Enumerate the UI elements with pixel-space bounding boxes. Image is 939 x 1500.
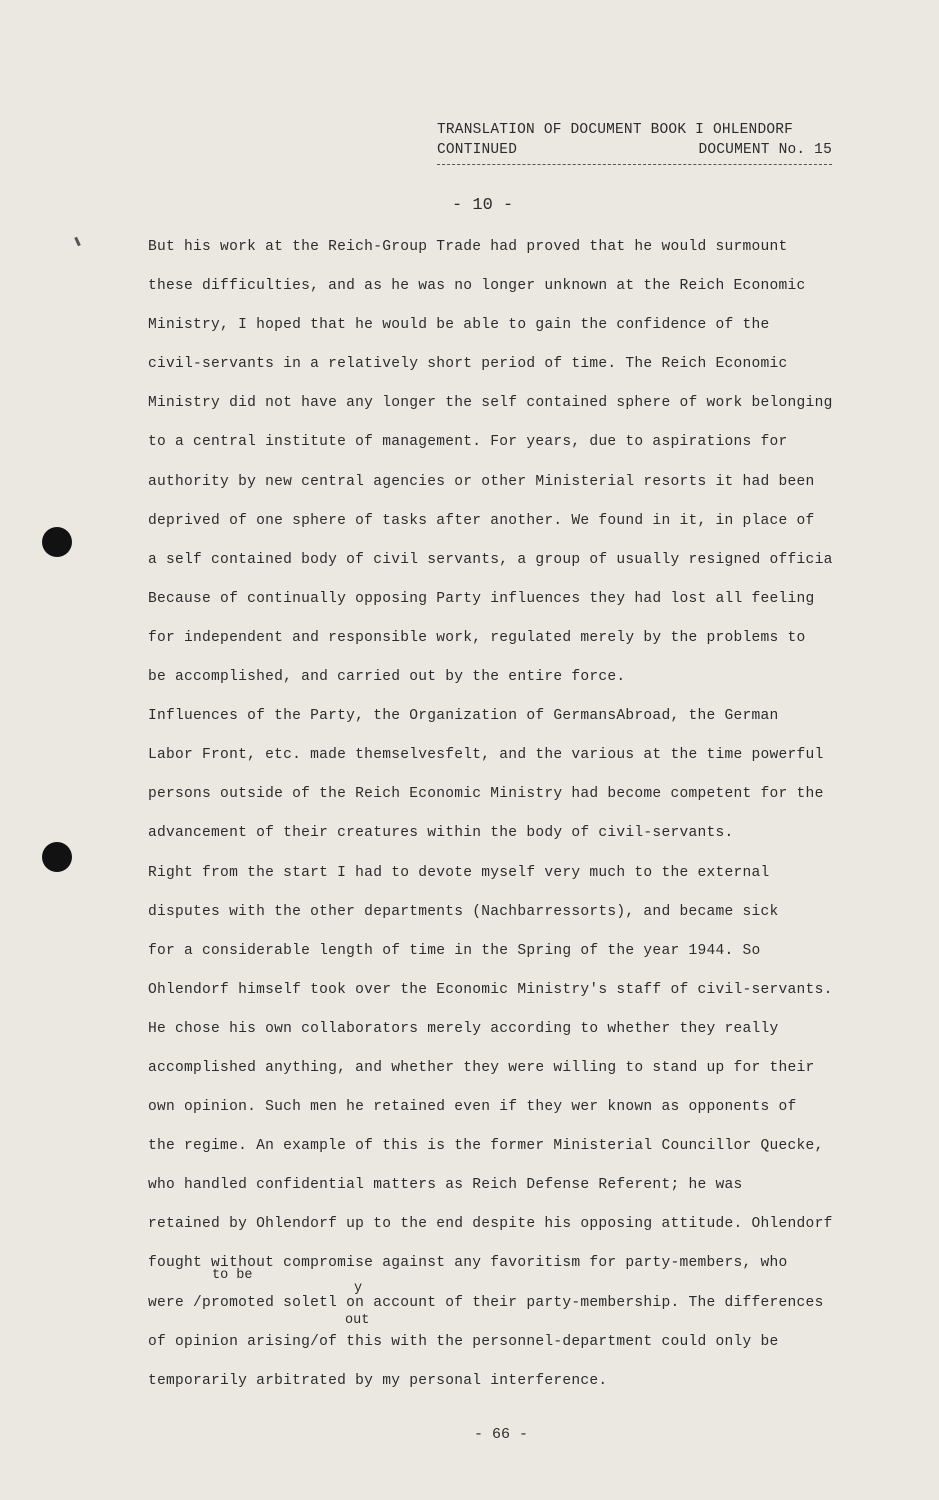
margin-mark <box>74 237 81 246</box>
header-title: TRANSLATION OF DOCUMENT BOOK I OHLENDORF <box>437 122 794 138</box>
header-line-2 <box>437 140 837 160</box>
body-line: civil-servants in a relatively short period of time. The Reich Economic <box>148 356 788 373</box>
page-marker: - 10 - <box>452 196 514 215</box>
body-line: Ministry did not have any longer the self contained sphere of work belonging <box>148 395 833 412</box>
body-line: advancement of their creatures within the body of civil-servants. <box>148 825 734 842</box>
body-line: He chose his own collaborators merely according to whether they really <box>148 1020 779 1037</box>
body-line: Ministry, I hoped that he would be able to gain the confidence of the <box>148 317 770 334</box>
body-line: a self contained body of civil servants, a group of usually resigned officia <box>148 551 833 568</box>
body-line: Right from the start I had to devote myself very much to the external <box>148 864 770 881</box>
interlinear-out: out <box>345 1313 370 1328</box>
body-line: were /promoted soletl on account of their party-membership. The differences <box>148 1294 824 1311</box>
body-line: to a central institute of management. For years, due to aspirations for <box>148 434 788 451</box>
body-line: for a considerable length of time in the Spring of the year 1944. So <box>148 942 761 959</box>
body-line: accomplished anything, and whether they were willing to stand up for their <box>148 1059 815 1076</box>
interlinear-y: y <box>354 1281 363 1296</box>
header-divider <box>437 164 832 165</box>
body-text <box>148 234 893 1407</box>
body-line: who handled confidential matters as Reich Defense Referent; he was <box>148 1177 743 1194</box>
body-line: temporarily arbitrated by my personal interference. <box>148 1372 608 1389</box>
body-line: these difficulties, and as he was no longer unknown at the Reich Economic <box>148 278 806 295</box>
body-line: Ohlendorf himself took over the Economic Ministry's staff of civil-servants. <box>148 981 833 998</box>
punch-hole-top <box>42 527 72 557</box>
header-line-1 <box>437 120 837 140</box>
header-document-number: DOCUMENT No. 15 <box>698 142 832 158</box>
body-line: Influences of the Party, the Organization of GermansAbroad, the German <box>148 708 779 725</box>
document-header <box>437 120 837 165</box>
body-line: retained by Ohlendorf up to the end despite his opposing attitude. Ohlendorf <box>148 1216 833 1233</box>
body-line: fought without compromise against any favoritism for party-members, who <box>148 1255 788 1272</box>
body-line: of opinion arising/of this with the personnel-department could only be <box>148 1333 779 1350</box>
body-line: Labor Front, etc. made themselvesfelt, and the various at the time powerful <box>148 747 824 764</box>
body-line: own opinion. Such men he retained even if they wer known as opponents of <box>148 1099 797 1116</box>
header-continued: CONTINUED <box>437 142 518 158</box>
body-line: be accomplished, and carried out by the entire force. <box>148 669 626 686</box>
footer-page-number: - 66 - <box>474 1426 529 1443</box>
body-line: deprived of one sphere of tasks after another. We found in it, in place of <box>148 512 815 529</box>
interlinear-to-be: to be <box>212 1268 253 1283</box>
body-line: But his work at the Reich-Group Trade had proved that he would surmount <box>148 239 788 255</box>
body-line: Because of continually opposing Party influences they had lost all feeling <box>148 590 815 607</box>
punch-hole-bottom <box>42 842 72 872</box>
body-line: authority by new central agencies or other Ministerial resorts it had been <box>148 473 815 490</box>
body-line: the regime. An example of this is the former Ministerial Councillor Quecke, <box>148 1138 824 1155</box>
body-line: persons outside of the Reich Economic Ministry had become competent for the <box>148 786 824 803</box>
body-line: disputes with the other departments (Nachbarressorts), and became sick <box>148 903 779 920</box>
body-line: for independent and responsible work, regulated merely by the problems to <box>148 629 806 646</box>
